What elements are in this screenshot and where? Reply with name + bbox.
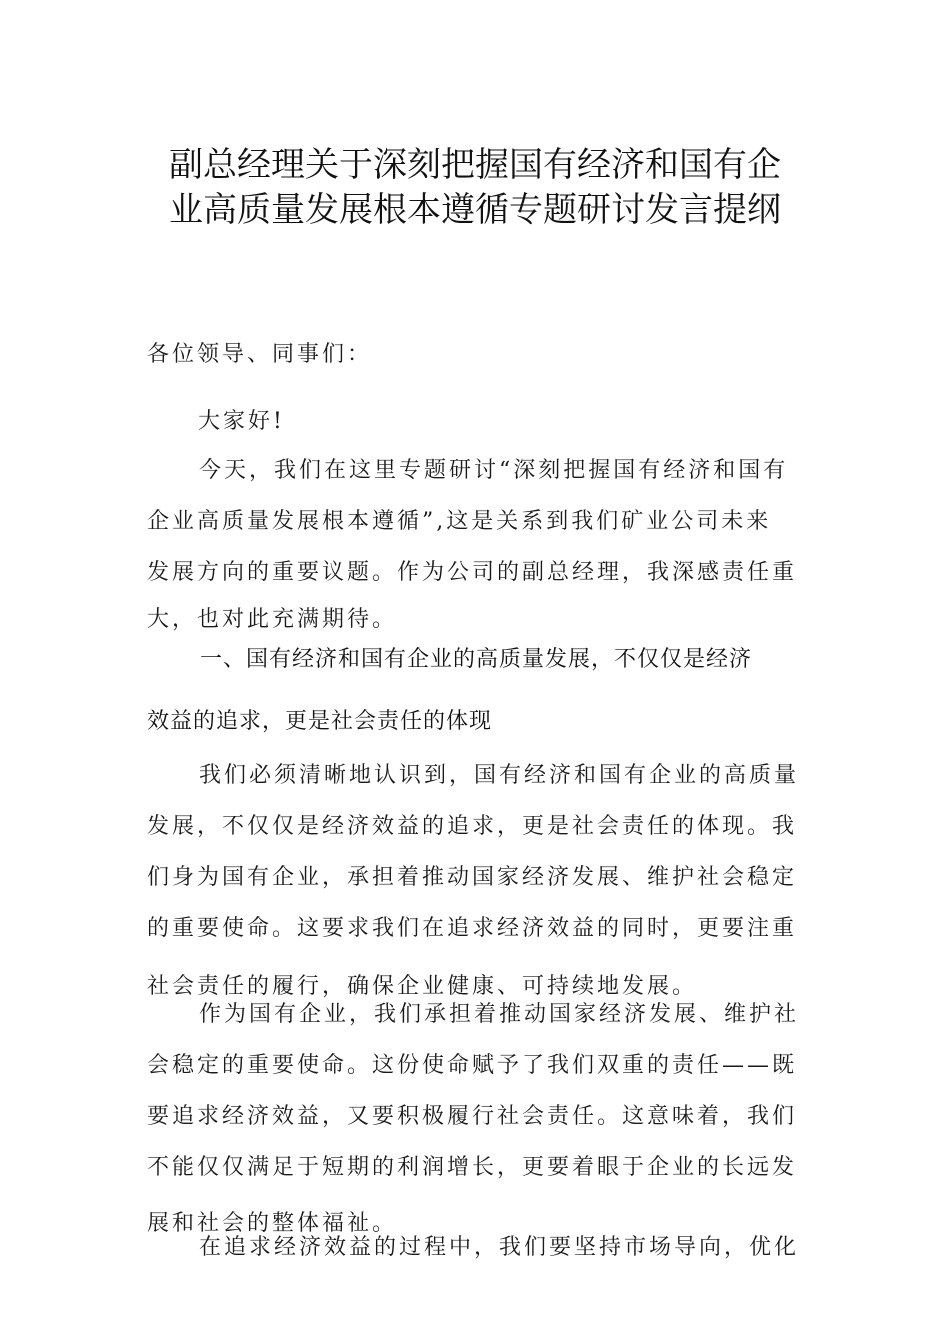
paragraph-1-line-3: 发展方向的重要议题。作为公司的副总经理，我深感责任重 (147, 560, 798, 585)
paragraph-1-line-2: 企业高质量发展根本遵循”,这是关系到我们矿业公司未来 (147, 509, 772, 534)
paragraph-3-line-3: 要追求经济效益，又要积极履行社会责任。这意味着，我们 (147, 1104, 798, 1129)
paragraph-3 (147, 995, 807, 1243)
greeting: 各位领导、同事们： (147, 342, 373, 367)
paragraph-3-line-4: 不能仅仅满足于短期的利润增长，更要着眼于企业的长远发 (147, 1155, 798, 1180)
section-heading-1-line-1: 一、国有经济和国有企业的高质量发展，不仅仅是经济 (200, 647, 753, 672)
paragraph-4 (147, 1228, 807, 1267)
hello-line: 大家好! (198, 409, 285, 434)
paragraph-2-line-2: 发展，不仅仅是经济效益的追求，更是社会责任的体现。我 (147, 814, 798, 839)
paragraph-4-line-1: 在追求经济效益的过程中，我们要坚持市场导向，优化 (199, 1235, 800, 1260)
title-line-1: 副总经理关于深刻把握国有经济和国有企 (169, 145, 781, 185)
paragraph-3-line-5: 展和社会的整体福祉。 (147, 1211, 398, 1236)
paragraph-2 (147, 756, 807, 1006)
paragraph-2-line-1: 我们必须清晰地认识到，国有经济和国有企业的高质量 (199, 763, 800, 788)
document-title (120, 143, 830, 233)
title-line-2: 业高质量发展根本遵循专题研讨发言提纲 (169, 190, 781, 230)
paragraph-2-line-4: 的重要使命。这要求我们在追求经济效益的同时，更要注重 (147, 916, 798, 941)
paragraph-3-line-2: 会稳定的重要使命。这份使命赋予了我们双重的责任——既 (147, 1053, 798, 1078)
paragraph-1 (147, 451, 807, 639)
paragraph-2-line-3: 们身为国有企业，承担着推动国家经济发展、维护社会稳定 (147, 865, 798, 890)
paragraph-2-line-5: 社会责任的履行，确保企业健康、可持续地发展。 (147, 974, 698, 999)
section-heading-1-line-2: 效益的追求，更是社会责任的体现 (147, 709, 493, 734)
paragraph-1-line-4: 大，也对此充满期待。 (147, 607, 398, 632)
paragraph-1-line-1: 今天，我们在这里专题研讨“深刻把握国有经济和国有 (199, 458, 789, 483)
paragraph-3-line-1: 作为国有企业，我们承担着推动国家经济发展、维护社 (199, 1002, 800, 1027)
